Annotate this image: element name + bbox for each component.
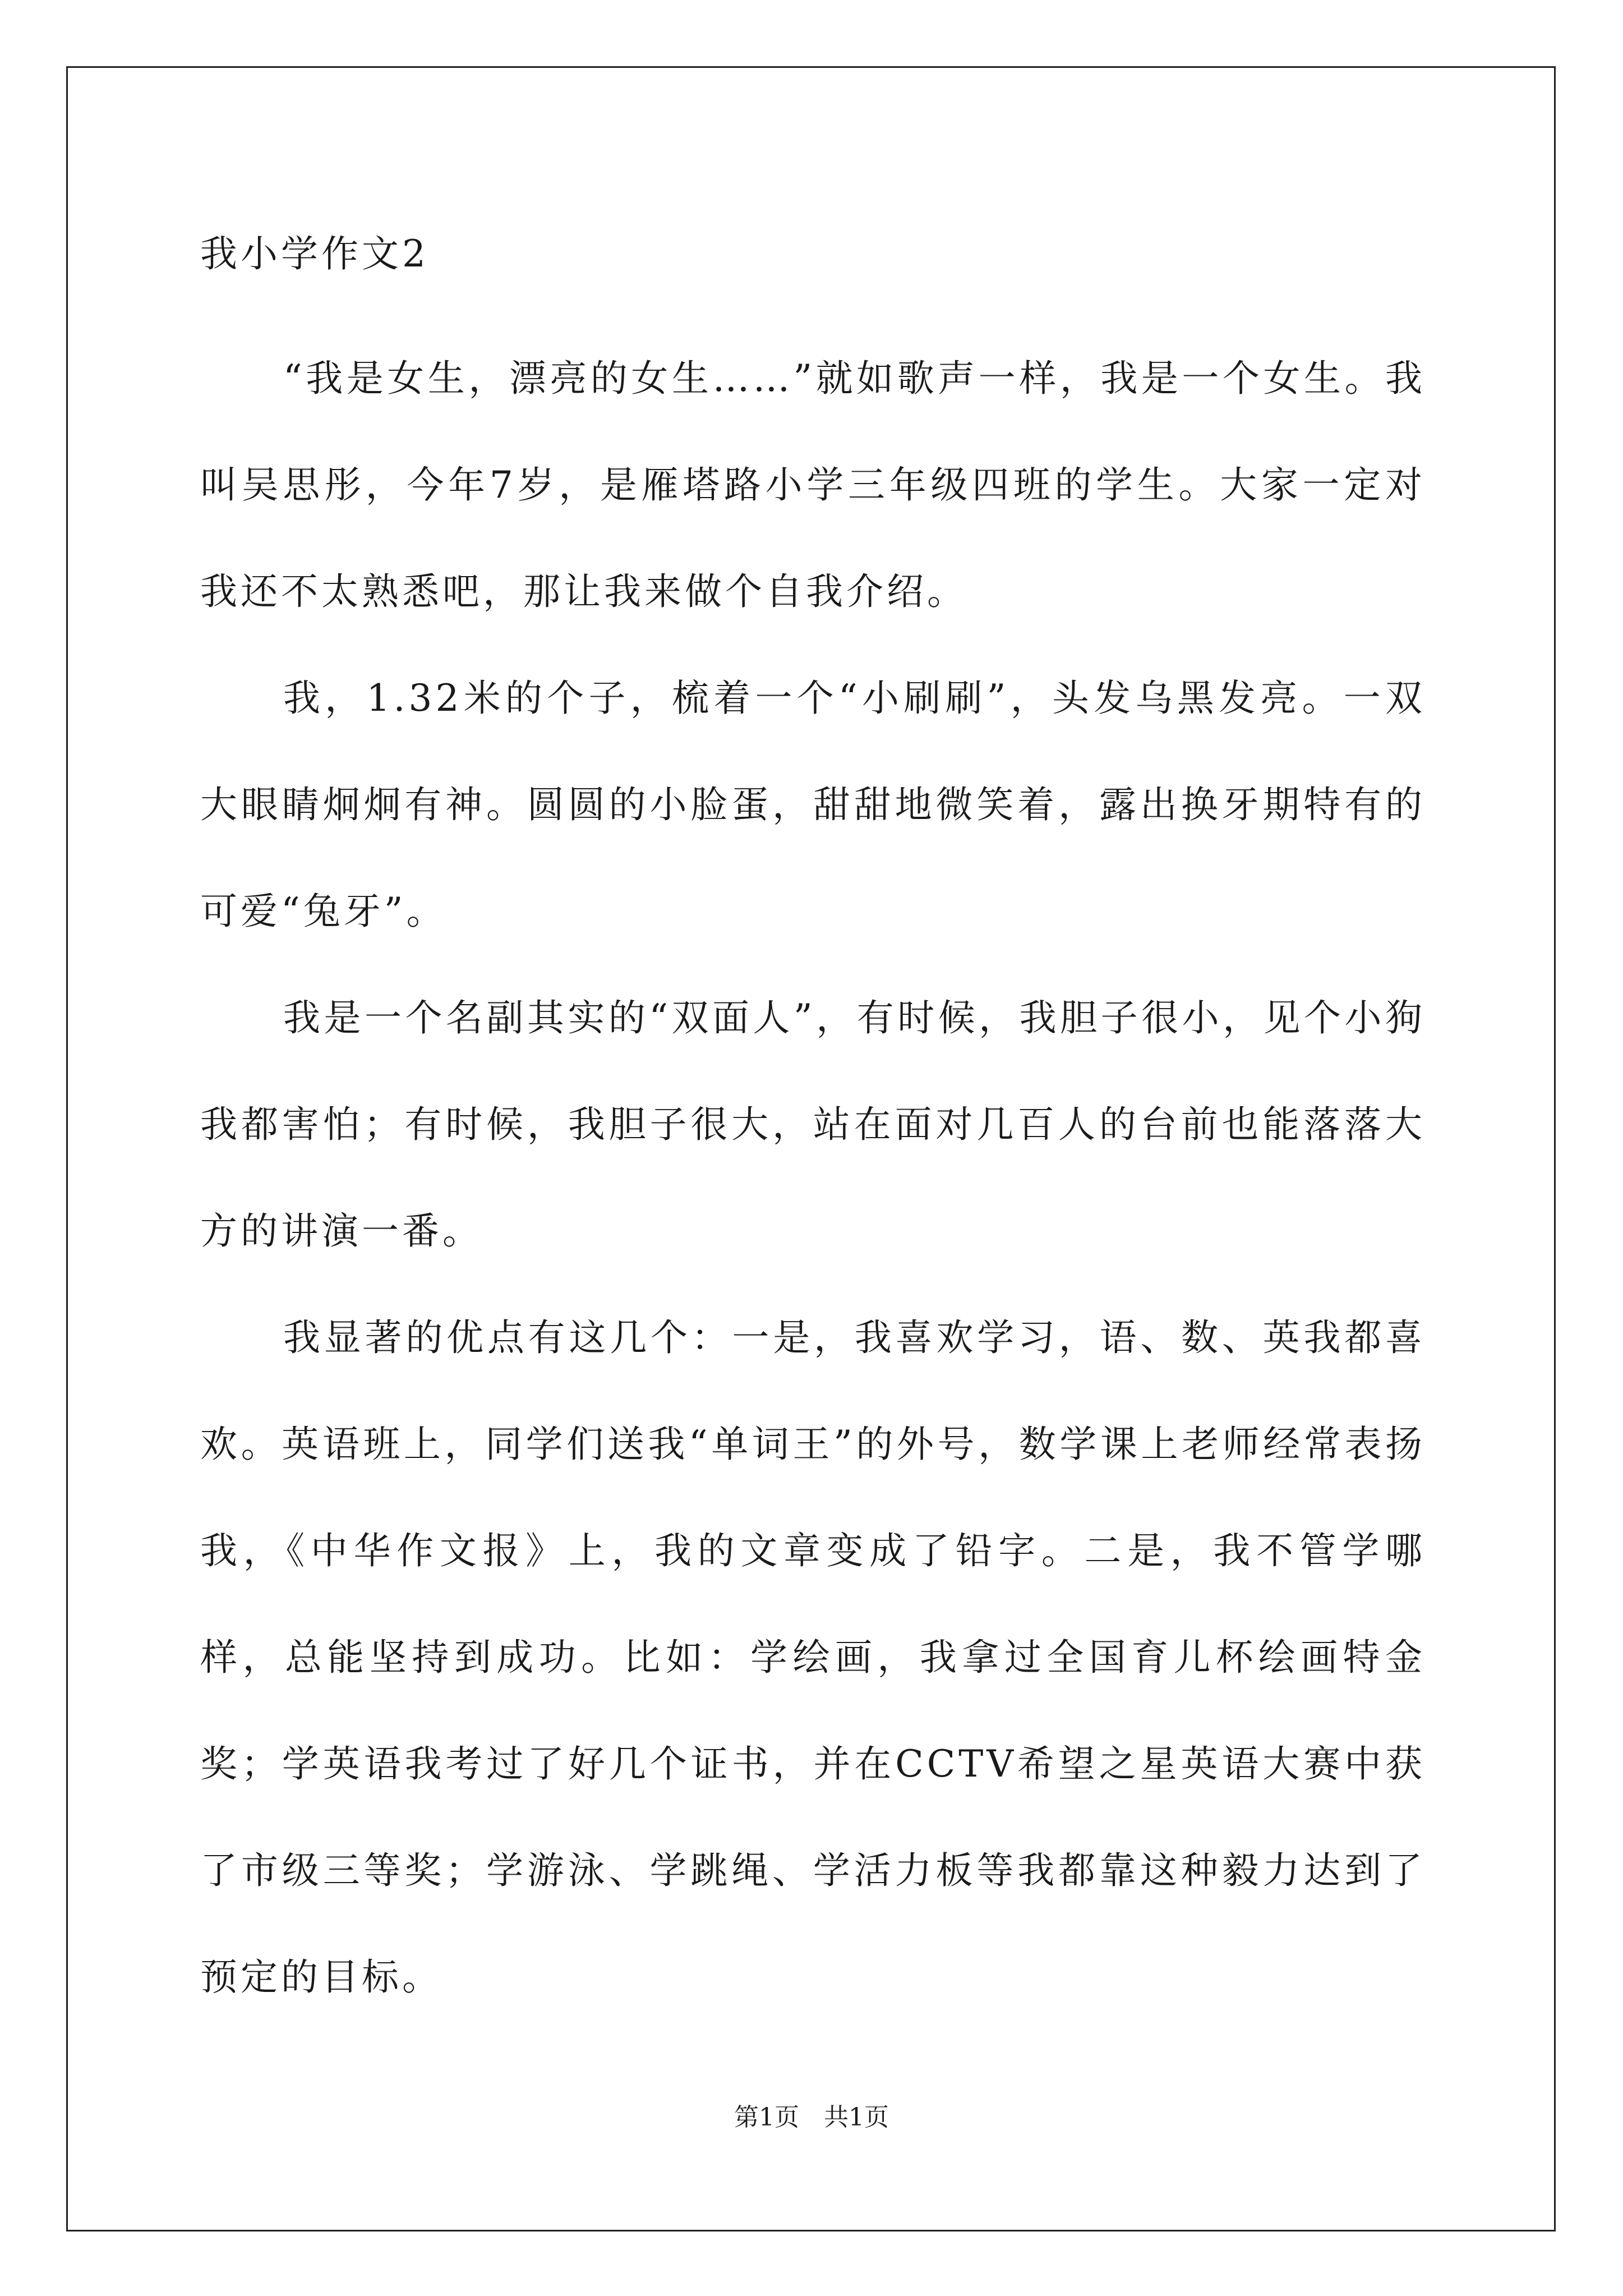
paragraph-intro: “我是女生，漂亮的女生……”就如歌声一样，我是一个女生。我叫吴思彤，今年7岁，是雁塔路小学三年级四班的学生。大家一定对我还不太熟悉吧，那让我来做个自我介绍。: [200, 357, 1426, 613]
page-number: 第1页 共1页: [734, 2103, 889, 2132]
document-title: 我小学作文2: [200, 232, 429, 275]
document-body: [200, 325, 1426, 2031]
paragraph-strengths: 我显著的优点有这几个：一是，我喜欢学习，语、数、英我都喜欢。英语班上，同学们送我“单词王”的外号，数学课上老师经常表扬我，《中华作文报》上，我的文章变成了铅字。二是，我不管学哪样，总能坚持到成功。比如：学绘画，我拿过全国育儿杯绘画特金奖；学英语我考过了好几个证书，并在CCTV希望之星英语大赛中获了市级三等奖；学游泳、学跳绳、学活力板等我都靠这种毅力达到了预定的目标。: [200, 1316, 1426, 1999]
paragraph-personality: 我是一个名副其实的“双面人”，有时候，我胆子很小，见个小狗我都害怕；有时候，我胆子很大，站在面对几百人的台前也能落落大方的讲演一番。: [200, 996, 1426, 1253]
paragraph-appearance: 我，1.32米的个子，梳着一个“小刷刷”，头发乌黑发亮。一双大眼睛炯炯有神。圆圆的小脸蛋，甜甜地微笑着，露出换牙期特有的可爱“兔牙”。: [200, 677, 1426, 933]
